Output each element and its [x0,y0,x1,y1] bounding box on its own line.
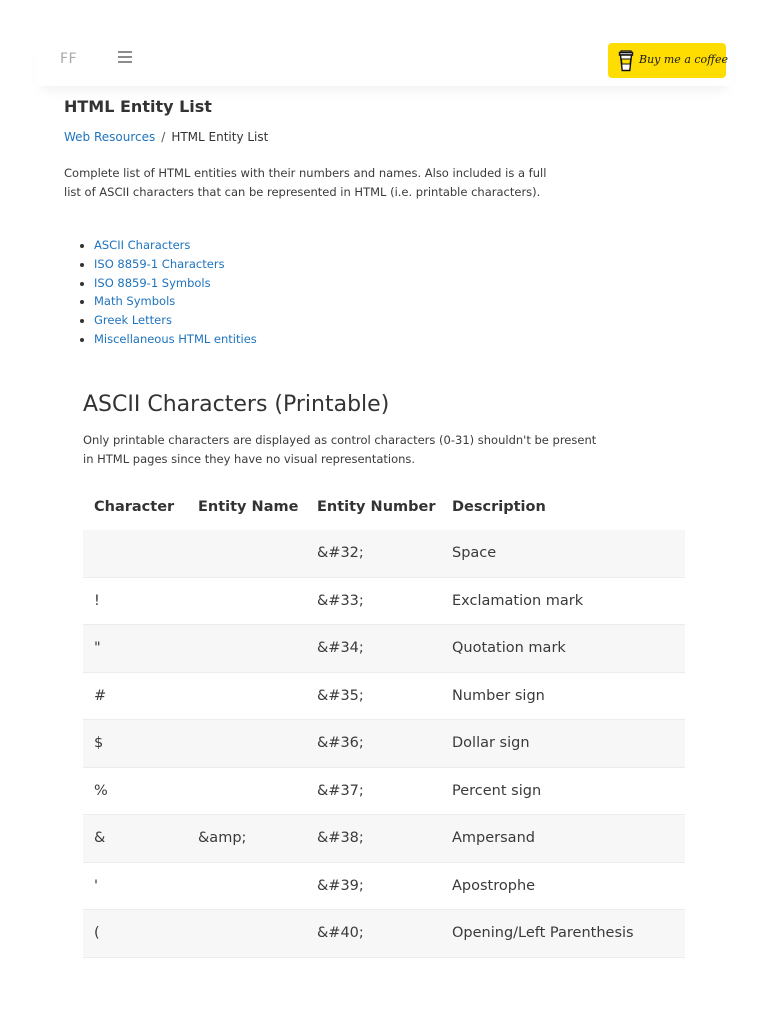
breadcrumb-separator: / [161,130,166,144]
cell-entity-name [187,767,306,815]
menu-icon[interactable] [118,50,132,64]
cell-entity-number: &#33; [306,577,441,625]
toc-link-greek-letters[interactable]: Greek Letters [94,313,172,328]
cell-entity-number: &#37; [306,767,441,815]
cell-description: Percent sign [441,767,685,815]
table-row [83,767,685,815]
breadcrumb [64,130,268,144]
toc-item [94,330,257,349]
column-header-entity-name: Entity Name [198,499,299,515]
toc-item [94,274,257,293]
table-row [83,720,685,768]
cell-description: Exclamation mark [441,577,685,625]
column-header-description: Description [452,499,546,515]
cell-description: Dollar sign [441,720,685,768]
coffee-button-label: Buy me a coffee [639,53,728,66]
cell-entity-name: &amp; [187,815,306,863]
top-navbar [36,32,732,86]
page-title: HTML Entity List [64,97,212,116]
table-row [83,530,685,577]
cell-entity-name [187,577,306,625]
table-header-row [83,484,685,530]
cell-description: Ampersand [441,815,685,863]
toc-item [94,236,257,255]
site-logo[interactable]: FF [60,51,78,67]
table-row [83,815,685,863]
section-title: ASCII Characters (Printable) [83,392,390,417]
cell-character: # [83,672,187,720]
cell-entity-number: &#35; [306,672,441,720]
cell-description: Space [441,530,685,577]
cell-entity-number: &#40; [306,910,441,958]
toc-link-ascii-characters[interactable]: ASCII Characters [94,238,191,252]
column-header-character: Character [94,499,175,515]
cell-character: " [83,625,187,673]
cell-entity-name [187,672,306,720]
cell-entity-number: &#32; [306,530,441,577]
cell-character: & [83,815,187,863]
cell-character: ' [83,862,187,910]
buy-me-a-coffee-button[interactable] [608,43,726,78]
section-description: Only printable characters are displayed as control characters (0-31) shouldn't be present in HTML pages since they have no visual representations. [83,433,597,466]
column-header-entity-number: Entity Number [317,499,436,515]
cell-entity-number: &#38; [306,815,441,863]
table-row [83,910,685,958]
breadcrumb-current: HTML Entity List [171,130,269,144]
toc-item [94,311,257,330]
ascii-entity-table [83,484,685,958]
cell-character [83,530,187,577]
toc-link-iso-8859-1-symbols[interactable]: ISO 8859-1 Symbols [94,275,211,290]
coffee-cup-icon [618,49,634,72]
toc-item [94,292,257,311]
toc-link-miscellaneous-html-entities[interactable]: Miscellaneous HTML entities [94,331,257,346]
table-row [83,672,685,720]
cell-entity-name [187,862,306,910]
breadcrumb-link-web-resources[interactable]: Web Resources [64,130,156,144]
table-row [83,862,685,910]
cell-description: Quotation mark [441,625,685,673]
cell-character: ! [83,577,187,625]
table-row [83,625,685,673]
cell-character: ( [83,910,187,958]
cell-entity-name [187,720,306,768]
table-row [83,577,685,625]
cell-entity-name [187,625,306,673]
cell-entity-number: &#39; [306,862,441,910]
toc-link-iso-8859-1-characters[interactable]: ISO 8859-1 Characters [94,256,225,271]
cell-entity-number: &#36; [306,720,441,768]
intro-text: Complete list of HTML entities with their numbers and names. Also included is a full list of ASCII characters that can be represented in HTML (i.e. printable characters). [64,166,547,199]
cell-character: $ [83,720,187,768]
table-of-contents [64,236,257,349]
toc-link-math-symbols[interactable]: Math Symbols [94,294,176,309]
cell-description: Number sign [441,672,685,720]
cell-character: % [83,767,187,815]
cell-entity-name [187,910,306,958]
toc-item [94,255,257,274]
cell-description: Opening/Left Parenthesis [441,910,685,958]
cell-entity-name [187,530,306,577]
cell-entity-number: &#34; [306,625,441,673]
cell-description: Apostrophe [441,862,685,910]
